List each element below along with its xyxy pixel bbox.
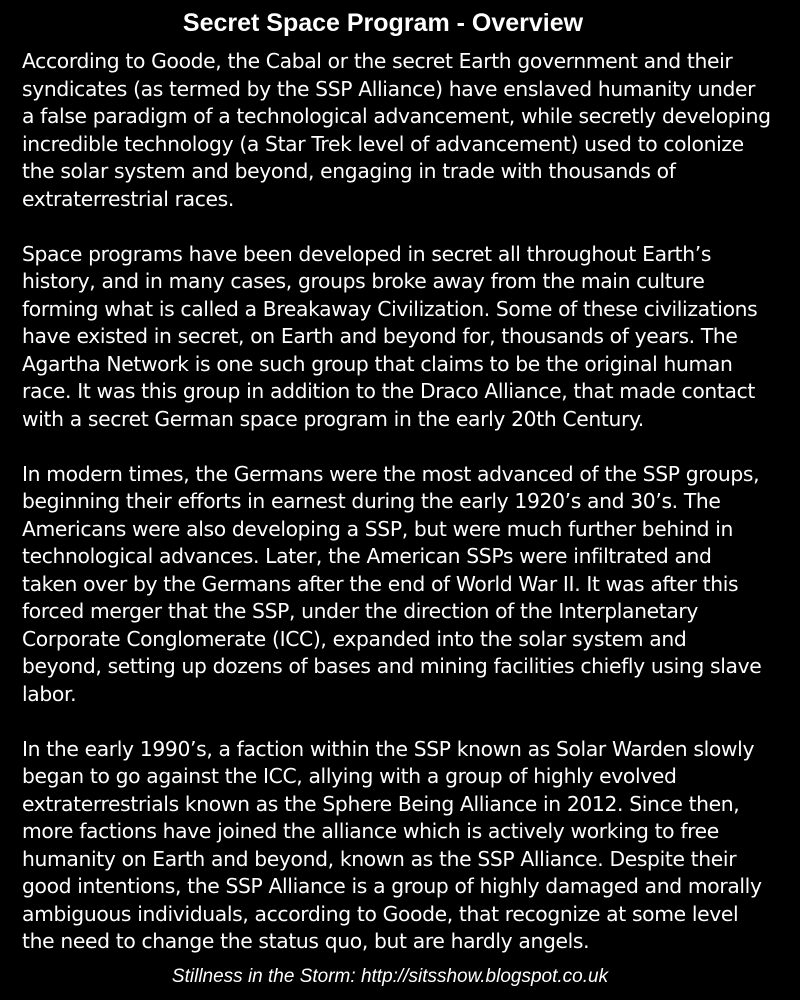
text-line: According to Goode, the Cabal or the secret Earth government and their [22, 49, 733, 73]
text-line: with a secret German space program in the early 20th Century. [22, 406, 644, 431]
text-line: Corporate Conglomerate (ICC), expanded into the solar system and [22, 626, 687, 651]
source-credit: Stillness in the Storm: http://sitsshow.blogspot.co.uk [171, 966, 609, 987]
text-line: extraterrestrials known as the Sphere Being Alliance in 2012. Since then, [22, 791, 740, 816]
text-line: labor. [22, 681, 77, 706]
paragraph-3 [22, 461, 798, 709]
text-line: Space programs have been developed in secret all throughout Earth’s [22, 241, 712, 266]
text-line: Agartha Network is one such group that claims to be the original human [22, 351, 733, 376]
text-line: the need to change the status quo, but are hardly angels. [22, 929, 590, 953]
text-line: In the early 1990’s, a faction within the SSP known as Solar Warden slowly [22, 736, 755, 761]
text-line: a false paradigm of a technological advancement, while secretly developing [22, 104, 771, 128]
text-line: syndicates (as termed by the SSP Alliance) have enslaved humanity under [22, 76, 756, 101]
text-line: incredible technology (a Star Trek level of advancement) used to colonize [22, 131, 744, 156]
paragraph-1 [22, 48, 798, 213]
text-line: history, and in many cases, groups broke away from the main culture [22, 269, 705, 293]
article-body [22, 48, 798, 956]
text-line: technological advances. Later, the American SSPs were infiltrated and [22, 544, 712, 568]
text-line: humanity on Earth and beyond, known as the SSP Alliance. Despite their [22, 846, 737, 871]
text-line: taken over by the Germans after the end of World War II. It was after this [22, 571, 739, 596]
paragraph-2 [22, 241, 798, 434]
text-line: forming what is called a Breakaway Civilization. Some of these civilizations [22, 296, 758, 321]
text-line: ambiguous individuals, according to Goode, that recognize at some level [22, 901, 739, 926]
text-line: have existed in secret, on Earth and beyond for, thousands of years. The [22, 324, 738, 348]
page-title: Secret Space Program - Overview [182, 9, 584, 37]
text-line: extraterrestrial races. [22, 186, 234, 211]
paragraph-4 [22, 736, 798, 956]
text-line: forced merger that the SSP, under the direction of the Interplanetary [22, 599, 699, 623]
text-line: began to go against the ICC, allying with a group of highly evolved [22, 764, 677, 788]
text-line: beginning their efforts in earnest during the early 1920’s and 30’s. The [22, 489, 721, 513]
text-line: the solar system and beyond, engaging in trade with thousands of [22, 159, 676, 183]
text-line: Americans were also developing a SSP, but were much further behind in [22, 516, 734, 541]
text-line: In modern times, the Germans were the most advanced of the SSP groups, [22, 461, 760, 486]
text-line: good intentions, the SSP Alliance is a group of highly damaged and morally [22, 874, 762, 898]
text-line: more factions have joined the alliance which is actively working to free [22, 819, 719, 843]
text-line: race. It was this group in addition to the Draco Alliance, that made contact [22, 379, 755, 403]
text-line: beyond, setting up dozens of bases and mining facilities chiefly using slave [22, 654, 762, 678]
